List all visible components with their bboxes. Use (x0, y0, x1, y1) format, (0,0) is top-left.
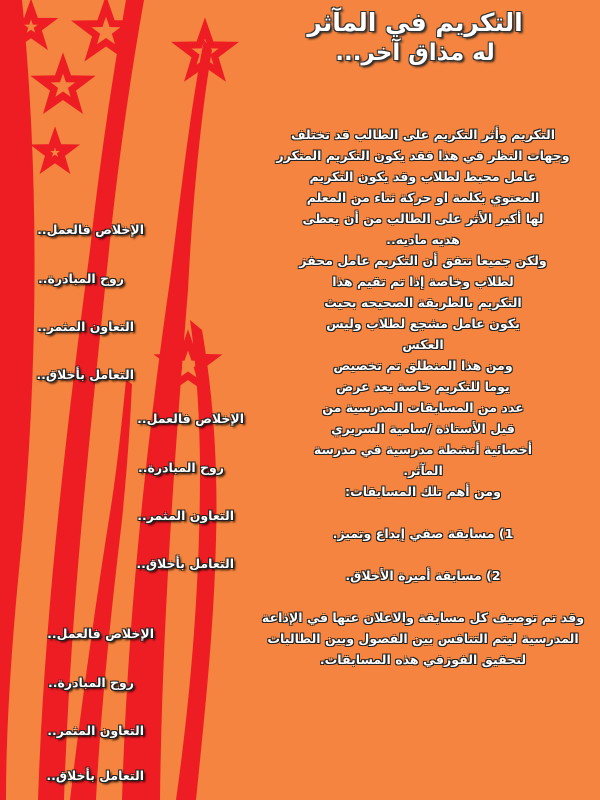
body-line: لطلاب وخاصة إذا تم تقيم هذا (332, 274, 514, 289)
side-label: التعاون المثمر.. (37, 319, 134, 334)
body-line: يوما للتكريم خاصة بعد عرض (336, 379, 510, 394)
title-line-1: التكريم في المآثر (307, 8, 523, 37)
side-label: روح المبادرة.. (48, 675, 134, 690)
body-line: ولكن جميعا نتفق أن التكريم عامل محفز (299, 253, 547, 268)
body-line: يكون عامل مشجع لطلاب وليس (326, 316, 520, 331)
body-line: لتحقيق الفوزفي هذه المسابقات. (319, 652, 527, 667)
body-line: ومن هذا المنطلق تم تخصيص (333, 358, 513, 373)
body-line: هديه ماديه.. (386, 232, 460, 247)
body-line: لها أكبر الأثر على الطالب من أن يعطى (302, 211, 544, 226)
title-line-2: له مذاق آخر... (335, 40, 495, 66)
body-line: التكريم وأثر التكريم على الطالب قد تختلف (290, 127, 556, 142)
side-label: روح المبادرة.. (138, 460, 224, 475)
side-label: التعاون المثمر.. (137, 508, 234, 523)
body-line: وجهات النظر في هذا فقد يكون التكريم المتكرر (276, 148, 570, 163)
body-line: العكس (402, 337, 444, 352)
body-line: ومن أهم تلك المسابقات: (345, 484, 501, 499)
body-line: 1) مسابقة صفي إبداع وتميز. (332, 526, 514, 541)
body-line: المدرسية ليتم التنافس بين الفصول وبين الطالبات (267, 631, 579, 646)
body-line: التكريم بالطريقة الصحيحه بحيث (324, 295, 522, 310)
article-body (258, 124, 588, 670)
body-line: 2) مسابقة أميرة الأخلاق. (345, 568, 501, 583)
body-line (258, 502, 588, 523)
side-label: التعامل بأخلاق.. (136, 556, 234, 571)
side-label: الإخلاص فالعمل.. (47, 626, 154, 641)
body-line: وقد تم توصيف كل مسابقة والاعلان عنها في الإذاعة (261, 610, 585, 625)
side-label: التعامل بأخلاق.. (46, 768, 144, 783)
body-line: عامل محبط لطلاب وقد يكون التكريم (309, 169, 537, 184)
side-label: التعاون المثمر.. (47, 723, 144, 738)
side-label: روح المبادرة.. (38, 271, 124, 286)
page-title (250, 8, 580, 68)
body-line: قبل الأستاذة /سامية السريري (331, 421, 515, 436)
side-label: الإخلاص فالعمل.. (37, 222, 144, 237)
body-line: عدد من المسابقات المدرسية من (322, 400, 524, 415)
side-label: الإخلاص فالعمل.. (137, 411, 244, 426)
side-label: التعامل بأخلاق.. (36, 367, 134, 382)
body-line (258, 586, 588, 607)
body-line: المعنوي بكلمة او حركة ثناء من المعلم (306, 190, 540, 205)
body-line: أخصائية أنشطة مدرسية في مدرسة (313, 442, 533, 457)
body-line: المآثر. (403, 463, 443, 478)
body-line (258, 544, 588, 565)
